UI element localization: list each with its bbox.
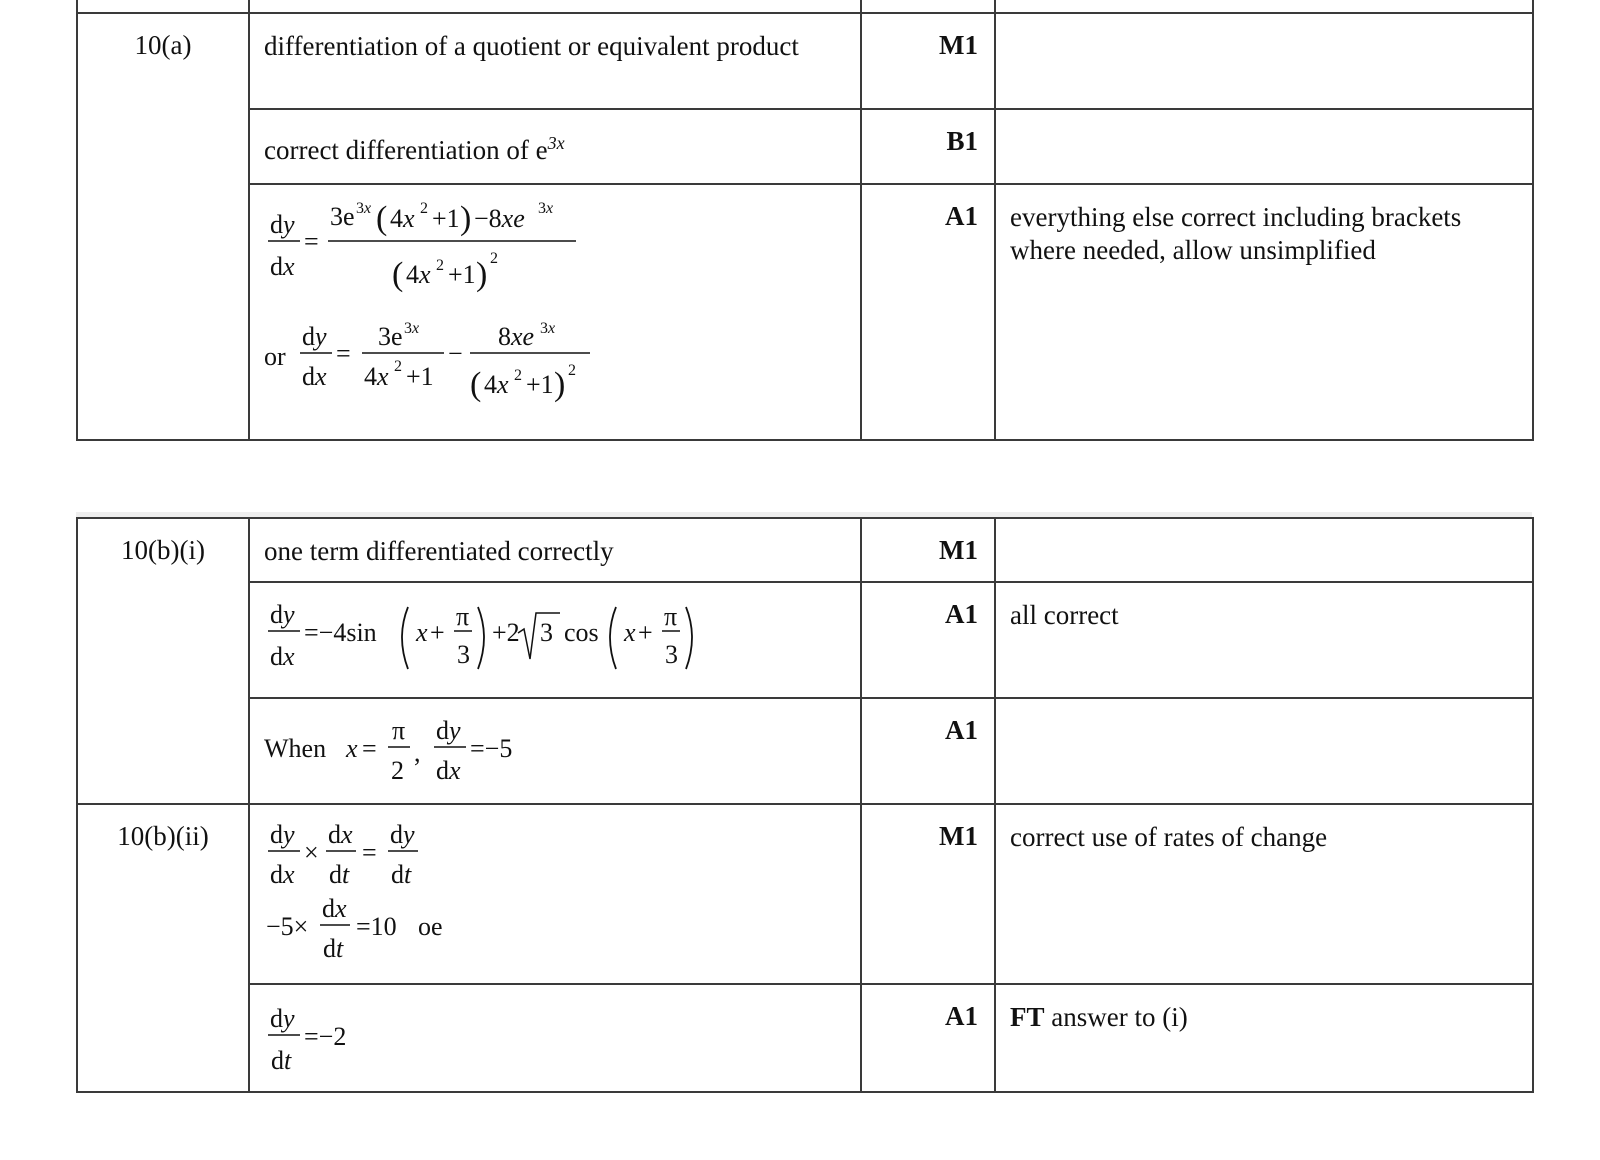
svg-text:3x: 3x	[404, 320, 420, 337]
guidance-ft-label: FT	[1010, 1002, 1045, 1032]
mark-scheme-table-10a	[76, 0, 1534, 441]
svg-text:2: 2	[568, 362, 576, 379]
svg-text:2: 2	[420, 200, 428, 217]
svg-text:=−4sin: =−4sin	[304, 618, 377, 647]
answer-cell	[249, 698, 861, 804]
svg-text:When: When	[264, 734, 327, 763]
svg-text:2: 2	[436, 257, 444, 274]
answer-cell	[249, 13, 861, 109]
svg-text:dx: dx	[270, 252, 295, 281]
svg-text:8xe: 8xe	[498, 322, 535, 351]
svg-text:dy: dy	[270, 1004, 295, 1033]
question-number: 10(a)	[77, 13, 249, 440]
svg-text:=10: =10	[356, 912, 397, 941]
svg-text:dx: dx	[322, 894, 347, 923]
answer-text: correct differentiation of	[264, 135, 529, 165]
svg-text:2: 2	[490, 250, 498, 267]
answer-cell	[249, 804, 861, 984]
svg-text:=: =	[362, 734, 377, 763]
math-expression	[264, 819, 850, 889]
svg-text:=: =	[304, 227, 319, 256]
svg-text:x: x	[416, 618, 428, 647]
math-expression-quotient	[264, 193, 850, 303]
svg-text:=: =	[362, 838, 377, 867]
mark-cell: M1	[861, 804, 995, 984]
guidance-cell	[995, 984, 1533, 1092]
svg-text:dx: dx	[436, 756, 461, 785]
svg-text:+1: +1	[432, 204, 460, 233]
mark-cell: A1	[861, 698, 995, 804]
answer-text: one term differentiated correctly	[264, 536, 614, 566]
svg-text:3e: 3e	[330, 202, 355, 231]
svg-text:): )	[476, 256, 488, 293]
guidance-text: answer to (i)	[1044, 1002, 1188, 1032]
math-expression	[264, 593, 850, 683]
svg-text:=−5: =−5	[470, 734, 513, 763]
svg-text:dy: dy	[302, 322, 327, 351]
svg-text:(: (	[376, 200, 388, 237]
math-expression	[264, 713, 850, 793]
svg-text:dx: dx	[270, 642, 295, 671]
svg-text:or: or	[264, 342, 286, 371]
table-row	[77, 582, 1533, 698]
svg-text:dx: dx	[270, 860, 295, 889]
svg-text:π: π	[664, 602, 678, 631]
svg-text:dy: dy	[436, 716, 461, 745]
table-row	[77, 13, 1533, 109]
guidance-cell	[995, 518, 1533, 582]
svg-text:3x: 3x	[538, 200, 554, 217]
svg-text:3x: 3x	[356, 200, 372, 217]
table-row	[77, 984, 1533, 1092]
svg-text:oe: oe	[418, 912, 443, 941]
guidance-cell	[995, 13, 1533, 109]
svg-text:2: 2	[394, 358, 402, 375]
svg-text:x: x	[624, 618, 636, 647]
math-expression: $e^{3x}$	[535, 133, 565, 165]
mark-cell: A1	[861, 984, 995, 1092]
svg-text:dy: dy	[270, 820, 295, 849]
svg-text:−8xe: −8xe	[474, 204, 525, 233]
question-number: 10(b)(i)	[77, 518, 249, 804]
table-row	[77, 804, 1533, 984]
svg-text:2: 2	[391, 756, 404, 785]
svg-text:+1: +1	[406, 362, 434, 391]
math-expression	[264, 999, 850, 1079]
svg-text:−: −	[448, 339, 463, 368]
svg-text:+: +	[430, 618, 445, 647]
table-top-edge	[77, 0, 1533, 13]
svg-text:4x: 4x	[484, 370, 509, 399]
svg-text:4x: 4x	[390, 204, 415, 233]
answer-cell	[249, 518, 861, 582]
svg-text:): )	[554, 366, 566, 403]
svg-text:=−2: =−2	[304, 1022, 347, 1051]
mark-cell: A1	[861, 184, 995, 440]
svg-text:2: 2	[514, 367, 522, 384]
svg-text:3: 3	[457, 640, 470, 669]
svg-text:,: ,	[414, 738, 421, 767]
answer-cell	[249, 109, 861, 184]
answer-cell	[249, 184, 861, 440]
math-expression-product-form	[264, 309, 850, 409]
svg-text:4x: 4x	[364, 362, 389, 391]
svg-text:dt: dt	[391, 860, 412, 889]
svg-text:3e: 3e	[378, 322, 403, 351]
svg-text:+2: +2	[492, 618, 520, 647]
svg-text:×: ×	[304, 838, 319, 867]
svg-text:3x: 3x	[540, 320, 556, 337]
svg-text:+1: +1	[526, 370, 554, 399]
mark-cell: M1	[861, 13, 995, 109]
svg-text:dt: dt	[329, 860, 350, 889]
svg-text:): )	[460, 200, 472, 237]
guidance-cell: correct use of rates of change	[995, 804, 1533, 984]
guidance-cell: all correct	[995, 582, 1533, 698]
svg-text:dt: dt	[323, 934, 344, 963]
svg-text:+: +	[638, 618, 653, 647]
svg-text:dy: dy	[270, 210, 295, 239]
svg-text:(: (	[392, 256, 404, 293]
svg-text:−5×: −5×	[266, 912, 309, 941]
answer-text: differentiation of a quotient or equivalent product	[264, 31, 799, 61]
guidance-cell	[995, 698, 1533, 804]
guidance-cell: everything else correct including brackets where needed, allow unsimplified	[995, 184, 1533, 440]
svg-text:3: 3	[540, 618, 553, 647]
table-row	[77, 109, 1533, 184]
svg-text:dy: dy	[270, 600, 295, 629]
svg-text:dx: dx	[302, 362, 327, 391]
answer-cell	[249, 582, 861, 698]
mark-cell: A1	[861, 582, 995, 698]
question-number: 10(b)(ii)	[77, 804, 249, 1092]
mark-scheme-table-10b	[76, 517, 1534, 1093]
svg-text:dt: dt	[271, 1046, 292, 1075]
svg-text:dx: dx	[328, 820, 353, 849]
svg-text:cos: cos	[564, 618, 599, 647]
svg-text:(: (	[470, 366, 482, 403]
guidance-cell	[995, 109, 1533, 184]
svg-text:3: 3	[665, 640, 678, 669]
svg-text:x: x	[346, 734, 358, 763]
svg-text:π: π	[392, 716, 406, 745]
svg-text:π: π	[456, 602, 470, 631]
mark-cell: B1	[861, 109, 995, 184]
svg-text:dy: dy	[390, 820, 415, 849]
table-row	[77, 184, 1533, 440]
math-expression	[264, 891, 850, 963]
svg-text:4x: 4x	[406, 260, 431, 289]
svg-text:=: =	[336, 339, 351, 368]
table-row	[77, 518, 1533, 582]
mark-cell: M1	[861, 518, 995, 582]
answer-cell	[249, 984, 861, 1092]
table-row	[77, 698, 1533, 804]
svg-text:+1: +1	[448, 260, 476, 289]
